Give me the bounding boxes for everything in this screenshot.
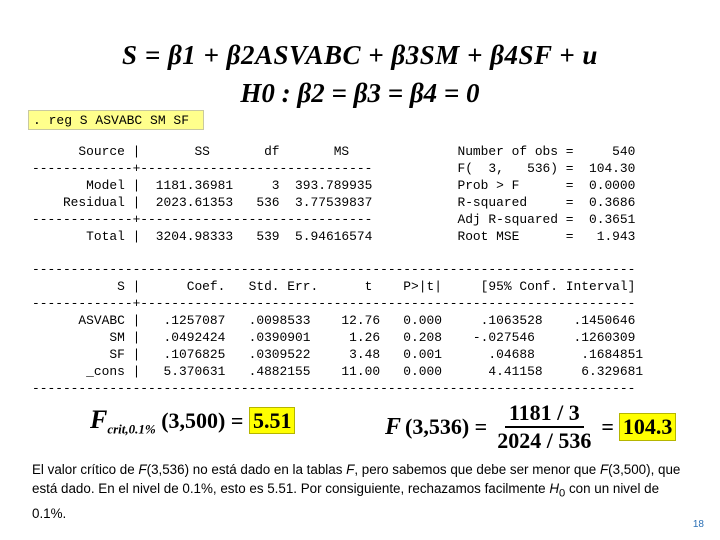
f-statistic-expression [385,400,676,454]
critical-value-expression [90,405,295,437]
fcrit-subscript: crit,0.1% [107,421,156,437]
fstat-numerator: 1181 / 3 [505,400,584,428]
fstat-equals: = [601,414,614,439]
null-hypothesis: H0 : β2 = β3 = β4 = 0 [240,78,480,108]
page-number: 18 [692,519,704,530]
fstat-args: (3,536) = [405,414,488,439]
fstat-fraction [493,400,595,454]
model-equation: S = β1 + β2ASVABC + β3SM + β4SF + u [122,40,598,70]
fcrit-value: 5.51 [249,407,296,434]
fstat-value: 104.3 [619,413,677,441]
regression-output: Source | SS df MS Number of obs = 540 -------------+------------------------------ F( 3, 536) = 104.30 Model | 1181.36981 3 393.789935 Prob > F = 0.0000 Residual | 2023.61353 536 3.77539837 R-squared = 0.3686 -------------+------------------------------ Adj R-squared = 0.3651 Total | 3204.98333 539 5.94616574 Root MSE = 1.943 ------------------------------------------------------------------------------ S | Coef. Std. Err. t P>|t| [95% Conf. Interval] -------------+---------------------------------------------------------------- ASVABC | .1257087 .0098533 12.76 0.000 .1063528 .1450646 SM | .0492424 .0390901 1.26 0.208 -.027546 .1260309 SF | .1076825 .0309522 3.48 0.001 .04688 .1684851 _cons | 5.370631 .4882155 11.00 0.000 4.41158 6.329681 ------------------------------------------------------------------------------ [32,144,644,396]
fcrit-symbol: F [90,405,108,434]
fcrit-args: (3,500) = [161,408,244,433]
fstat-symbol: F [385,413,402,440]
fstat-denominator: 2024 / 536 [497,428,592,453]
stata-command: . reg S ASVABC SM SF [28,110,204,130]
explanation-text: El valor crítico de F(3,536) no está dado en la tablas F, pero sabemos que debe ser menor que F(3,500), que está dado. En el nivel de 0.1%, esto es 5.51. Por consiguiente, rechazamos facilmente $H_0$ con un nivel de 0.1%. [32,462,681,521]
